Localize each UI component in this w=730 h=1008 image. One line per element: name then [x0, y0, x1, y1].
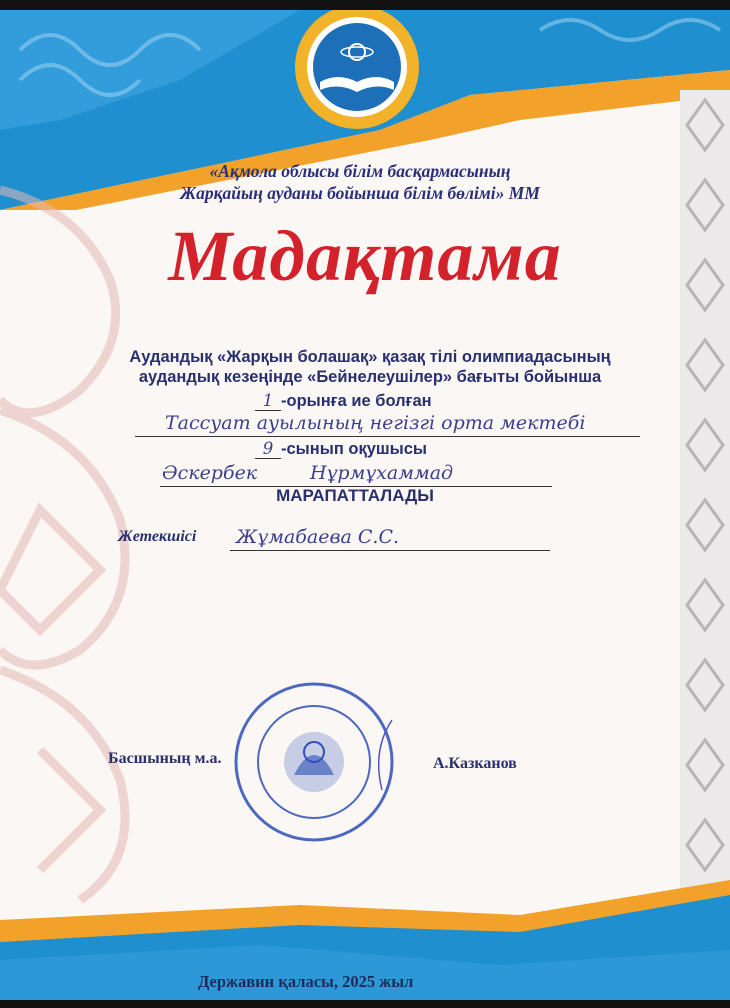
grade-value: 9	[255, 439, 281, 459]
student-first-name: Әскербек	[162, 462, 258, 484]
official-stamp	[232, 680, 397, 845]
school-name: Тассуат ауылының негізгі орта мектебі	[165, 412, 586, 434]
school-field	[135, 412, 640, 437]
place-suffix: -орынға ие болған	[281, 392, 432, 410]
place-row	[255, 391, 432, 411]
organization-line-1: «Ақмола облысы білім басқармасының	[209, 161, 511, 181]
supervisor-label: Жетекшісі	[118, 528, 197, 545]
signatory-label: Басшының м.а.	[108, 750, 222, 767]
place-value: 1	[255, 391, 281, 411]
certificate	[0, 10, 730, 1000]
olympiad-line-1: Аудандық «Жарқын болашақ» қазақ тілі олимпиадасының	[129, 348, 611, 366]
right-ornament	[680, 90, 730, 890]
signatory-name: А.Казканов	[433, 755, 517, 772]
grade-suffix: -сынып оқушысы	[281, 440, 427, 458]
supervisor-field	[230, 526, 550, 551]
student-last-name: Нұрмұхаммад	[310, 462, 454, 484]
department-emblem	[292, 10, 422, 132]
issue-place-date: Державин қаласы, 2025 жыл	[198, 972, 414, 991]
organization-line-2: Жарқайың ауданы бойынша білім бөлімі» ММ	[180, 183, 540, 203]
student-name-field	[160, 462, 552, 487]
award-text: МАРАПАТТАЛАДЫ	[276, 486, 434, 505]
olympiad-line-2: аудандық кезеңінде «Бейнелеушілер» бағыты бойынша	[138, 368, 602, 386]
supervisor-name: Жұмабаева С.С.	[236, 526, 400, 548]
certificate-title: Мадақтама	[168, 216, 562, 296]
grade-row	[255, 439, 427, 459]
